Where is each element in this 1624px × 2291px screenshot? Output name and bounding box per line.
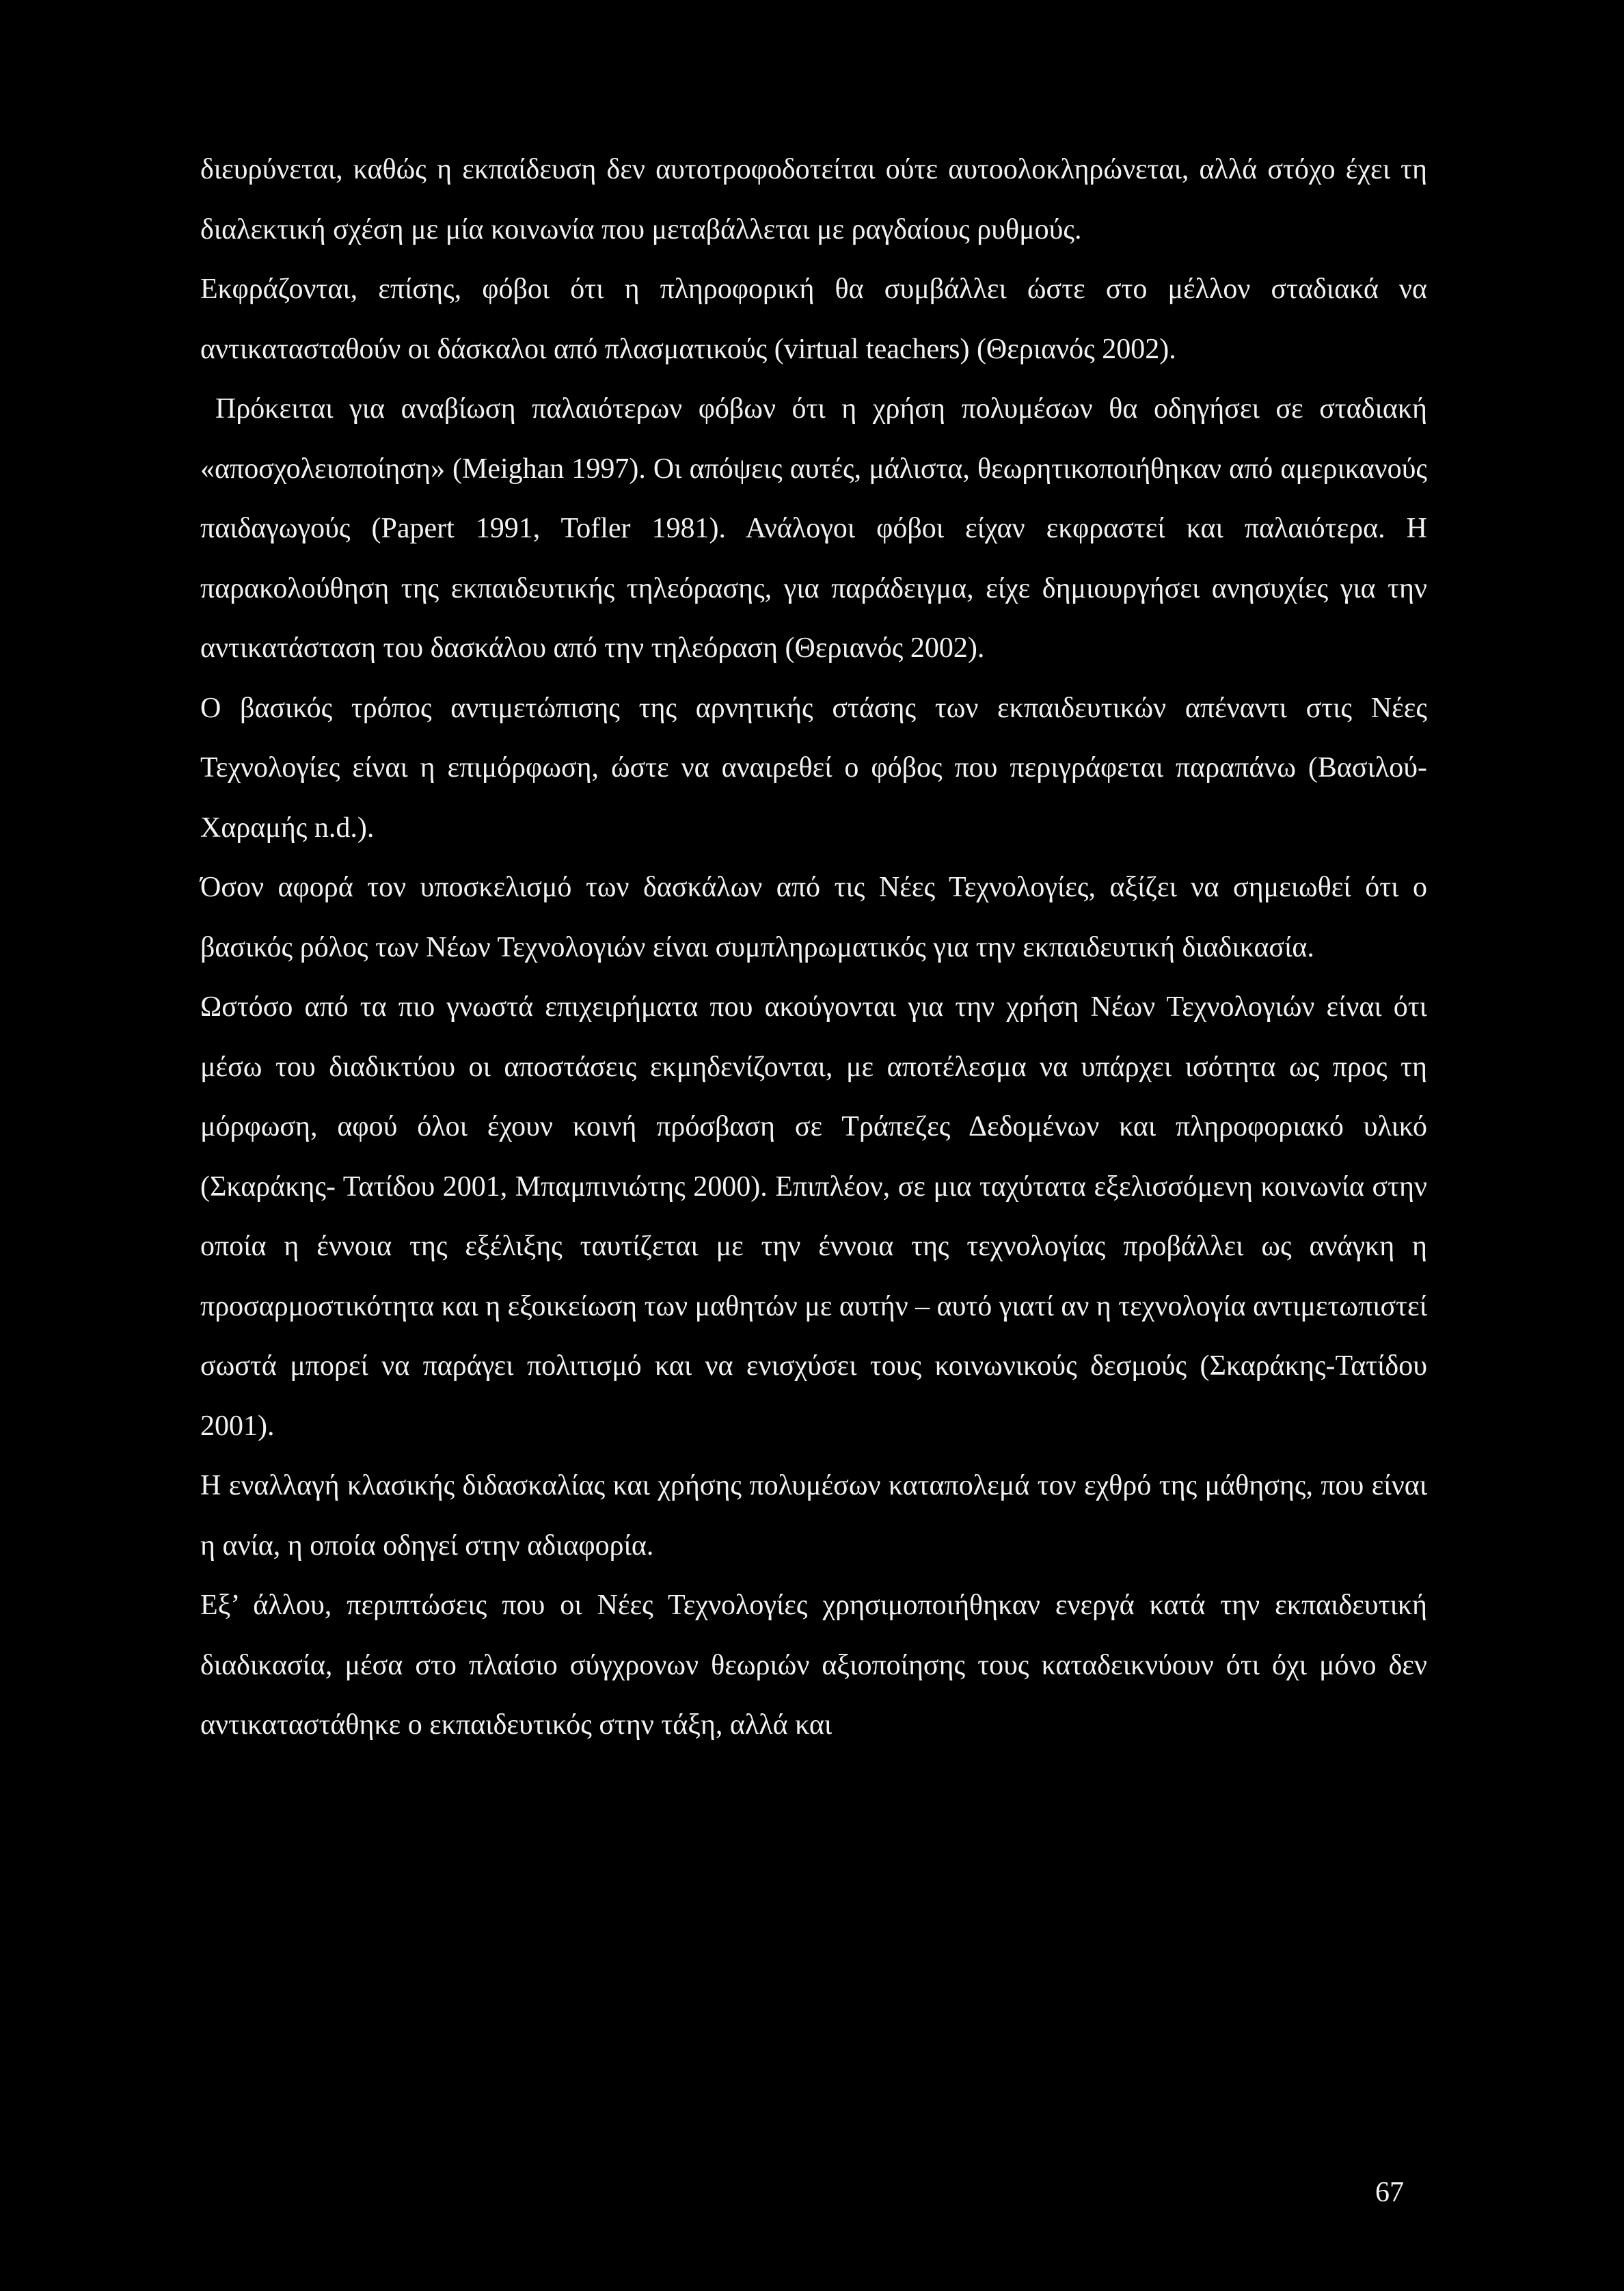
paragraph-older-fears: Πρόκειται για αναβίωση παλαιότερων φόβων ότι η χρήση πολυμέσων θα οδηγήσει σε σταδιακή «αποσχολειοποίηση» (Meighan 1997). Οι απόψεις αυτές, μάλιστα, θεωρητικοποιήθηκαν από αμερικανούς παιδαγωγούς (Papert 1991, Tofler 1981). Ανάλογοι φόβοι είχαν εκφραστεί και παλαιότερα. Η παρακολούθηση της εκπαιδευτικής τηλεόρασης, για παράδειγμα, είχε δημιουργήσει ανησυχίες για την αντικατάσταση του δασκάλου από την τηλεόραση (Θεριανός 2002). (200, 393, 1427, 664)
page-body (200, 140, 1427, 1756)
paragraph-complementary-role: Όσον αφορά τον υποσκελισμό των δασκάλων από τις Νέες Τεχνολογίες, αξίζει να σημειωθεί ότι ο βασικός ρόλος των Νέων Τεχνολογιών είναι συμπληρωματικός για την εκπαιδευτική διαδικασία. (200, 872, 1427, 963)
paragraph-continuation: διευρύνεται, καθώς η εκπαίδευση δεν αυτοτροφοδοτείται ούτε αυτοολοκληρώνεται, αλλά στόχο έχει τη διαλεκτική σχέση με μία κοινωνία που μεταβάλλεται με ραγδαίους ρυθμούς. (200, 154, 1427, 245)
paragraph-boredom: Η εναλλαγή κλασικής διδασκαλίας και χρήσης πολυμέσων καταπολεμά τον εχθρό της μάθησης, που είναι η ανία, η οποία οδηγεί στην αδιαφορία. (200, 1470, 1427, 1562)
paragraph-teacher-training: Ο βασικός τρόπος αντιμετώπισης της αρνητικής στάσης των εκπαιδευτικών απέναντι στις Νέες Τεχνολογίες είναι η επιμόρφωση, ώστε να αναιρεθεί ο φόβος που περιγράφεται παραπάνω (Βασιλού-Χαραμής n.d.). (200, 692, 1427, 844)
paragraph-arguments-for-technology: Ωστόσο από τα πιο γνωστά επιχειρήματα που ακούγονται για την χρήση Νέων Τεχνολογιών είναι ότι μέσω του διαδικτύου οι αποστάσεις εκμηδενίζονται, με αποτέλεσμα να υπάρχει ισότητα ως προς τη μόρφωση, αφού όλοι έχουν κοινή πρόσβαση σε Τράπεζες Δεδομένων και πληροφοριακό υλικό (Σκαράκης- Τατίδου 2001, Μπαμπινιώτης 2000). Επιπλέον, σε μια ταχύτατα εξελισσόμενη κοινωνία στην οποία η έννοια της εξέλιξης ταυτίζεται με την έννοια της τεχνολογίας προβάλλει ως ανάγκη η προσαρμοστικότητα και η εξοικείωση των μαθητών με αυτήν – αυτό γιατί αν η τεχνολογία αντιμετωπιστεί σωστά μπορεί να παράγει πολιτισμό και να ενισχύσει τους κοινωνικούς δεσμούς (Σκαράκης-Τατίδου 2001). (200, 991, 1427, 1442)
page-number: 67 (1375, 2177, 1404, 2208)
paragraph-fears-virtual-teachers: Εκφράζονται, επίσης, φόβοι ότι η πληροφορική θα συμβάλλει ώστε στο μέλλον σταδιακά να αντικατασταθούν οι δάσκαλοι από πλασματικούς (virtual teachers) (Θεριανός 2002). (200, 273, 1427, 365)
paragraph-active-use: Εξ’ άλλου, περιπτώσεις που οι Νέες Τεχνολογίες χρησιμοποιήθηκαν ενεργά κατά την εκπαιδευτική διαδικασία, μέσα στο πλαίσιο σύγχρονων θεωριών αξιοποίησης τους καταδεικνύουν ότι όχι μόνο δεν αντικαταστάθηκε ο εκπαιδευτικός στην τάξη, αλλά και (200, 1590, 1427, 1741)
